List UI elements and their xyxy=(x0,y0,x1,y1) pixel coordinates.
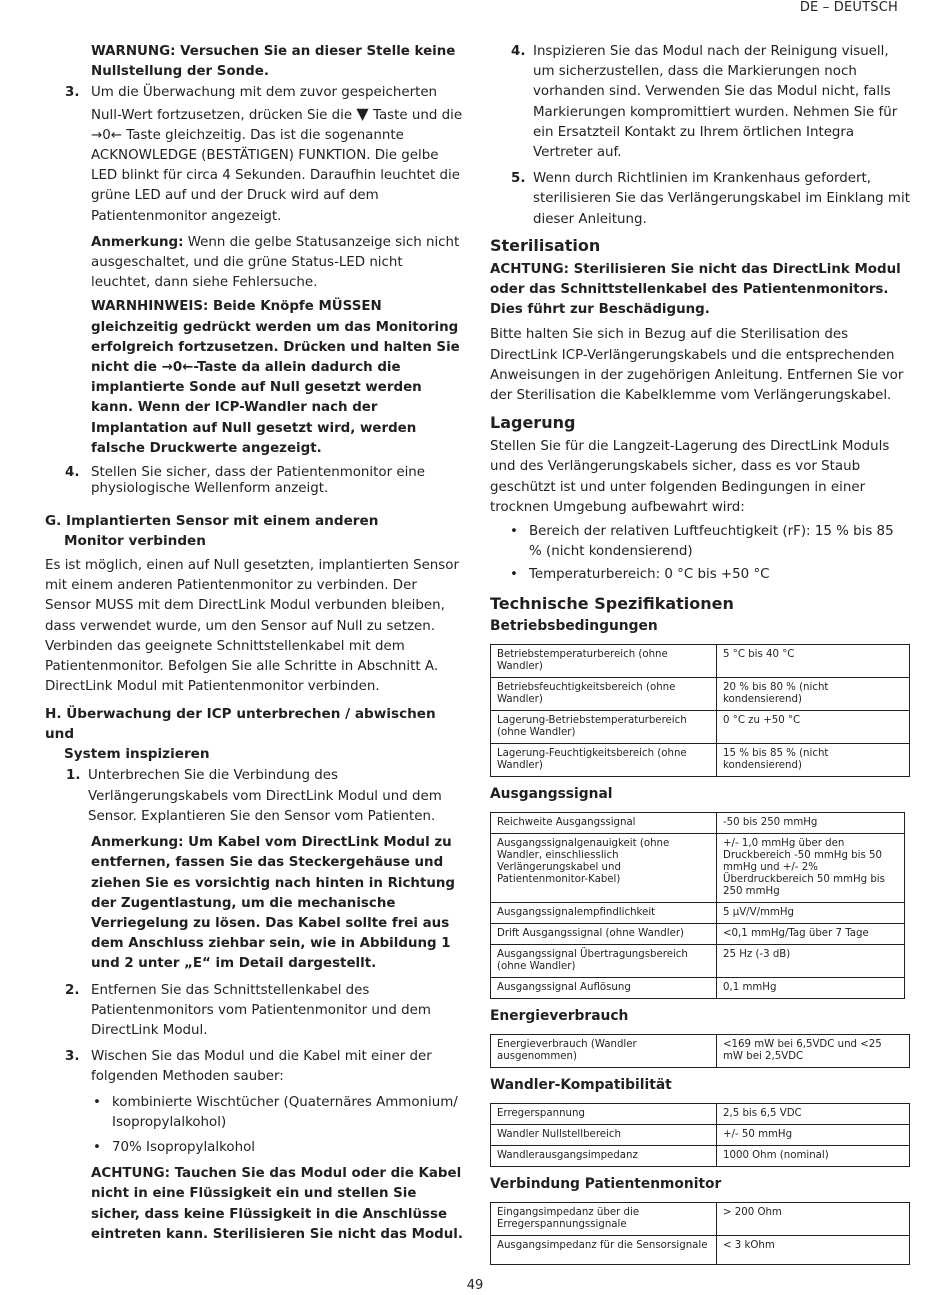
table-cell: Ausgangssignalempfindlichkeit xyxy=(491,902,717,923)
table-row xyxy=(491,644,910,677)
bullet-icon: • xyxy=(93,1139,101,1155)
table-row xyxy=(491,743,910,776)
list-item xyxy=(91,1093,463,1133)
ausgang-table xyxy=(490,812,905,999)
down-arrow-key-icon: ▼ xyxy=(356,103,369,123)
step-number: 3. xyxy=(65,85,80,101)
table-cell: +/- 1,0 mmHg über den Druckbereich -50 mmHg bis 50 mmHg und +/- 2% Überdruckbereich 50 mmHg bis 250 mmHg xyxy=(717,833,905,902)
table-cell: Ausgangsimpedanz für die Sensorsignale xyxy=(491,1235,717,1264)
bullet-icon: • xyxy=(510,567,518,583)
table-cell: Wandlerausgangsimpedanz xyxy=(491,1145,717,1166)
zero-key-icon: →0← xyxy=(161,360,194,376)
step-number: 4. xyxy=(511,44,526,59)
note-cable-removal: Anmerkung: Um Kabel vom DirectLink Modul zu entfernen, fassen Sie das Steckergehäuse und ziehen Sie es vorsichtig nach hinten in Richtung der Zugentlastung, um die mechanische Verriegelung zu lösen. Das Kabel sollte frei aus dem Anschluss ziehbar sein, wie in Abbildung 1 und 2 unter „E“ im Detail dargestellt. xyxy=(91,835,456,972)
list-item xyxy=(508,565,910,585)
list-item xyxy=(91,1138,463,1158)
section-g-body: Es ist möglich, einen auf Null gesetzten, implantierten Sensor mit einem anderen Patientenmonitor zu verbinden. Der Sensor MUSS mit dem DirectLink Modul verbunden bleiben, dass verwendet wurde, um den Sensor auf Null zu setzen. Verbinden das geeignete Schnittstellenkabel mit dem Patientenmonitor. Befolgen Sie alle Schritte in Abschnitt A. DirectLink Modul mit Patientenmonitor verbinden. xyxy=(45,558,459,695)
step-text-c: Taste gleichzeitig. Das ist die sogenannte ACKNOWLEDGE (BESTÄTIGEN) FUNKTION. Die gelbe LED blinkt für circa 4 Sekunden. Daraufhin leuchtet die grüne LED auf und der Druck wird auf dem Patientenmonitor angezeigt. xyxy=(91,127,460,224)
section-g-heading xyxy=(45,511,463,551)
table-cell: Drift Ausgangssignal (ohne Wandler) xyxy=(491,923,717,944)
table-cell: > 200 Ohm xyxy=(717,1202,910,1235)
wandler-heading: Wandler-Kompatibilität xyxy=(490,1076,672,1093)
table-row xyxy=(491,833,905,902)
table-cell: 15 % bis 85 % (nicht kondensierend) xyxy=(717,743,910,776)
h-step-1 xyxy=(45,766,463,827)
step-number: 4. xyxy=(65,465,80,481)
step-text: Wischen Sie das Modul und die Kabel mit einer der folgenden Methoden sauber: xyxy=(91,1049,432,1085)
step-text: Entfernen Sie das Schnittstellenkabel des Patientenmonitors vom Patientenmonitor und dem DirectLink Modul. xyxy=(91,982,431,1038)
step-4-waveform xyxy=(45,465,463,497)
table-row xyxy=(491,923,905,944)
warnhinweis xyxy=(45,297,463,459)
table-cell: Lagerung-Feuchtigkeitsbereich (ohne Wandler) xyxy=(491,743,717,776)
table-cell: 25 Hz (-3 dB) xyxy=(717,944,905,977)
step-number: 5. xyxy=(511,171,526,187)
right-column xyxy=(490,42,910,1273)
h-step-2 xyxy=(45,981,463,1042)
wandler-table-body xyxy=(491,1103,910,1166)
table-cell: Ausgangssignalgenauigkeit (ohne Wandler, einschliesslich Verlängerungskabel und Patientenmonitor-Kabel) xyxy=(491,833,717,902)
list-item-text: kombinierte Wischtücher (Quaternäres Ammonium/ Isopropylalkohol) xyxy=(112,1094,458,1130)
section-h-heading xyxy=(45,704,463,764)
step-5-sterilize xyxy=(490,169,910,230)
table-cell: Lagerung-Betriebstemperaturbereich (ohne Wandler) xyxy=(491,710,717,743)
table-cell: 20 % bis 80 % (nicht kondensierend) xyxy=(717,677,910,710)
table-cell: 0 °C zu +50 °C xyxy=(717,710,910,743)
betrieb-table xyxy=(490,644,910,777)
betrieb-table-body xyxy=(491,644,910,776)
table-cell: <0,1 mmHg/Tag über 7 Tage xyxy=(717,923,905,944)
step-3-resume xyxy=(45,83,463,226)
sterilisation-heading: Sterilisation xyxy=(490,235,601,255)
betrieb-heading: Betriebsbedingungen xyxy=(490,617,658,634)
table-row xyxy=(491,1202,910,1235)
page-number: 49 xyxy=(466,1278,484,1293)
table-row xyxy=(491,902,905,923)
energie-table-body xyxy=(491,1034,910,1067)
table-row xyxy=(491,1145,910,1166)
list-item xyxy=(508,522,910,562)
section-g-heading-line1: G. Implantierten Sensor mit einem anderen xyxy=(45,513,379,530)
table-cell: Reichweite Ausgangssignal xyxy=(491,812,717,833)
table-cell: Energieverbrauch (Wandler ausgenommen) xyxy=(491,1034,717,1067)
step-text-b: Taste und die xyxy=(372,107,463,123)
page-header-language: DE – DEUTSCH xyxy=(799,0,898,15)
zero-key-icon: →0← xyxy=(91,127,122,143)
table-cell: 5 °C bis 40 °C xyxy=(717,644,910,677)
table-row xyxy=(491,710,910,743)
ausgang-table-body xyxy=(491,812,905,998)
tech-spec-heading: Technische Spezifikationen xyxy=(490,593,734,613)
bullet-icon: • xyxy=(93,1094,101,1110)
warning-no-zero: WARNUNG: Versuchen Sie an dieser Stelle keine Nullstellung der Sonde. xyxy=(91,44,456,80)
bullet-icon: • xyxy=(510,524,518,540)
step-text: Wenn durch Richtlinien im Krankenhaus gefordert, sterilisieren Sie das Verlängerungskabel im Einklang mit dieser Anleitung. xyxy=(533,171,910,227)
table-cell: Ausgangssignal Übertragungsbereich (ohne Wandler) xyxy=(491,944,717,977)
sterilisation-body: Bitte halten Sie sich in Bezug auf die Sterilisation des DirectLink ICP-Verlängerungskabels und die entsprechenden Anweisungen in der zugehörigen Anleitung. Entfernen Sie vor der Sterilisation die Kabelklemme vom Verlängerungskabel. xyxy=(490,327,904,404)
step-text: Stellen Sie sicher, dass der Patientenmonitor eine physiologische Wellenform anzeigt. xyxy=(91,465,426,497)
table-cell: Ausgangssignal Auflösung xyxy=(491,977,717,998)
table-cell: 1000 Ohm (nominal) xyxy=(717,1145,910,1166)
table-cell: Wandler Nullstellbereich xyxy=(491,1124,717,1145)
table-row xyxy=(491,812,905,833)
section-h-heading-line2: System inspizieren xyxy=(64,746,210,763)
table-row xyxy=(491,677,910,710)
warnhinweis-text-b: -Taste da allein dadurch die implantierte Sonde auf Null gesetzt werden kann. Wenn der ICP-Wandler nach der Implantation auf Null gesetzt wird, werden falsche Druckwerte angezeigt. xyxy=(91,360,422,456)
table-cell: 5 µV/V/mmHg xyxy=(717,902,905,923)
table-cell: Betriebsfeuchtigkeitsbereich (ohne Wandler) xyxy=(491,677,717,710)
table-cell: < 3 kOhm xyxy=(717,1235,910,1264)
table-row xyxy=(491,977,905,998)
warnhinweis-text-a: WARNHINWEIS: Beide Knöpfe MÜSSEN gleichzeitig gedrückt werden um das Monitoring erfolgreich fortzusetzen. Drücken und halten Sie nicht die xyxy=(91,299,460,376)
step-number: 1. xyxy=(66,768,81,784)
note-status-led xyxy=(45,233,463,294)
table-row xyxy=(491,944,905,977)
table-cell: Erregerspannung xyxy=(491,1103,717,1124)
table-cell: 2,5 bis 6,5 VDC xyxy=(717,1103,910,1124)
table-row xyxy=(491,1103,910,1124)
ausgang-heading: Ausgangssignal xyxy=(490,785,613,802)
step-text-a: Um die Überwachung mit dem zuvor gespeicherten Null-Wert fortzusetzen, drücken Sie die xyxy=(91,85,438,123)
verbindung-heading: Verbindung Patientenmonitor xyxy=(490,1175,722,1192)
wandler-table xyxy=(490,1103,910,1167)
list-item-text: Bereich der relativen Luftfeuchtigkeit (rF): 15 % bis 85 % (nicht kondensierend) xyxy=(529,524,894,560)
table-cell: 0,1 mmHg xyxy=(717,977,905,998)
table-row xyxy=(491,1124,910,1145)
verbindung-table xyxy=(490,1202,910,1265)
caution-no-immersion: ACHTUNG: Tauchen Sie das Modul oder die Kabel nicht in eine Flüssigkeit ein und stellen Sie sicher, dass keine Flüssigkeit in die Anschlüsse eintreten kann. Sterilisieren Sie nicht das Modul. xyxy=(91,1166,463,1242)
energie-heading: Energieverbrauch xyxy=(490,1007,629,1024)
step-text: Inspizieren Sie das Modul nach der Reinigung visuell, um sicherzustellen, dass die Markierungen noch vorhanden sind. Verwenden Sie das Modul nicht, falls Markierungen kompromittiert wurden. Nehmen Sie für ein Ersatzteil Kontakt zu Ihrem örtlichen Integra Vertreter auf. xyxy=(533,44,898,161)
step-number: 2. xyxy=(65,982,80,998)
table-cell: <169 mW bei 6,5VDC und <25 mW bei 2,5VDC xyxy=(717,1034,910,1067)
table-cell: Eingangsimpedanz über die Erregerspannungssignale xyxy=(491,1202,717,1235)
cleaning-methods-list xyxy=(45,1093,463,1159)
step-number: 3. xyxy=(65,1049,80,1065)
list-item-text: 70% Isopropylalkohol xyxy=(112,1139,255,1155)
table-cell: Betriebstemperaturbereich (ohne Wandler) xyxy=(491,644,717,677)
note-text: Wenn die gelbe Statusanzeige sich nicht ausgeschaltet, und die grüne Status-LED nicht leuchtet, dann siehe Fehlersuche. xyxy=(91,234,460,291)
lagerung-body: Stellen Sie für die Langzeit-Lagerung des DirectLink Moduls und des Verlängerungskabels sicher, dass es vor Staub geschützt ist und unter folgenden Bedingungen in einer trocknen Umgebung aufbewahrt wird: xyxy=(490,439,890,515)
verbindung-table-body xyxy=(491,1202,910,1264)
h-step-3 xyxy=(45,1047,463,1087)
list-item-text: Temperaturbereich: 0 °C bis +50 °C xyxy=(529,567,770,583)
lagerung-heading: Lagerung xyxy=(490,413,576,433)
note-label: Anmerkung: xyxy=(91,234,184,250)
sterilisation-caution: ACHTUNG: Sterilisieren Sie nicht das DirectLink Modul oder das Schnittstellenkabel des Patientenmonitors. Dies führt zur Beschädigung. xyxy=(490,261,901,318)
step-4-inspect xyxy=(490,42,910,163)
storage-conditions-list xyxy=(490,522,910,586)
table-cell: -50 bis 250 mmHg xyxy=(717,812,905,833)
energie-table xyxy=(490,1034,910,1068)
table-cell: +/- 50 mmHg xyxy=(717,1124,910,1145)
step-text: Unterbrechen Sie die Verbindung des Verlängerungskabels vom DirectLink Modul und dem Sensor. Explantieren Sie den Sensor vom Patienten. xyxy=(88,768,442,824)
table-row xyxy=(491,1235,910,1264)
section-h-heading-line1: H. Überwachung der ICP unterbrechen / abwischen und xyxy=(45,706,436,743)
left-column xyxy=(45,42,463,1249)
table-row xyxy=(491,1034,910,1067)
section-g-heading-line2: Monitor verbinden xyxy=(64,533,206,550)
